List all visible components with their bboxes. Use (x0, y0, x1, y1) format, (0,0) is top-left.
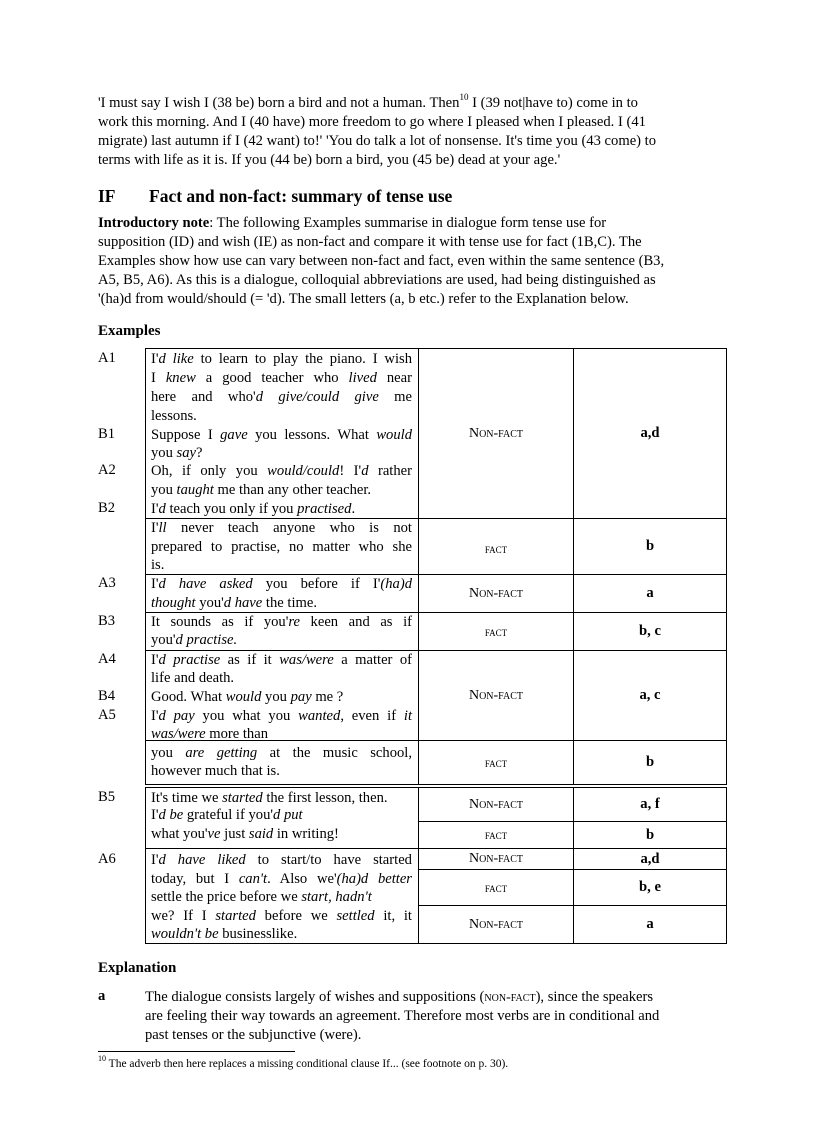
row-label-a5: A5 (98, 707, 116, 723)
row-label-b5: B5 (98, 789, 116, 805)
dialogue-line: you taught me than any other teacher. (151, 482, 372, 498)
dialogue-line: you are getting at the music school, (151, 745, 412, 761)
explanation-letters: a (646, 916, 654, 932)
dialogue-line: wouldn't be businesslike. (151, 926, 298, 942)
explanation-letters: a, c (639, 687, 661, 703)
dialogue-line: I'd teach you only if you practised. (151, 501, 356, 517)
explanation-letters: b, e (639, 879, 661, 895)
row-label-b1: B1 (98, 426, 116, 442)
dialogue-line: lessons. (151, 408, 197, 424)
row-label-b3: B3 (98, 613, 116, 629)
dialogue-line: I'd practise as if it was/were a matter of (151, 652, 412, 668)
dialogue-line: I'd have liked to start/to have started (151, 852, 412, 868)
dialogue-line: what you've just said in writing! (151, 826, 339, 842)
dialogue-line: Oh, if only you would/could! I'd rather (151, 463, 412, 479)
dialogue-line: prepared to practise, no matter who she (151, 539, 412, 555)
category-fact: fact (484, 623, 508, 639)
row-label-a3: A3 (98, 575, 116, 591)
row-label-b2: B2 (98, 500, 116, 516)
dialogue-line: thought you'd have the time. (151, 595, 317, 611)
section-number: IF (98, 186, 116, 206)
section-heading (98, 186, 452, 207)
footnote-number: 10 (98, 1054, 106, 1064)
dialogue-line: It sounds as if you're keen and as if (151, 614, 412, 630)
introductory-note: Introductory note: The following Examples summarise in dialogue form tense use for supposition (ID) and wish (IE) as non-fact and compare it with tense use for fact (1B,C). The Examples show how use can vary between non-fact and fact, even within the same sentence (B3, A5, B5, A6). As this is a dialogue, colloquial abbreviations are used, had being distinguished as '(ha)d from would/should (= 'd). The small letters (a, b etc.) refer to the Explanation below. (98, 215, 665, 307)
row-label-a2: A2 (98, 462, 116, 478)
category-fact: fact (484, 754, 508, 770)
intro-paragraph: 'I must say I wish I (38 be) born a bird and not a human. Then$^{10}$ I (39 not|have to) come in to work this morning. And I (40 have) more freedom to go where I pleased when I pleased. I (41 migrate) last autumn if I (42 want) to!' 'You do talk a lot of nonsense. It's time you (43 come) to terms with life as it is. If you (44 be) born a bird, you (45 be) dead at your age.' (98, 92, 657, 168)
explanation-letters: b, c (639, 623, 661, 639)
explanation-letters: a,d (640, 425, 660, 441)
explanation-letters: a,d (640, 850, 660, 867)
dialogue-line: Suppose I gave you lessons. What would (151, 427, 413, 443)
category-nonfact: Non-fact (468, 425, 524, 441)
dialogue-line: life and death. (151, 670, 235, 686)
explanation-letters: b (645, 754, 655, 770)
category-nonfact: Non-fact (468, 796, 524, 812)
explanation-letters: b (645, 826, 655, 843)
row-label-a1: A1 (98, 350, 116, 366)
category-fact: fact (484, 827, 508, 842)
explanation-item-a: The dialogue consists largely of wishes and suppositions (non-fact), since the speakers are feeling their way towards an agreement. Therefore most verbs are in conditional and past tenses or the subjunctive (were). (145, 989, 660, 1043)
dialogue-line: Good. What would you pay me ? (151, 689, 344, 705)
note-label: Introductory note (98, 215, 210, 231)
dialogue-line: however much that is. (151, 763, 280, 779)
category-nonfact: Non-fact (468, 916, 524, 932)
category-fact: fact (484, 879, 508, 895)
dialogue-line: is. (151, 557, 165, 573)
examples-heading: Examples (98, 323, 161, 339)
row-label-a6: A6 (98, 851, 116, 867)
dialogue-line: you'd practise. (151, 632, 238, 648)
row-label-a4: A4 (98, 651, 116, 667)
dialogue-line: we? If I started before we settled it, it (151, 908, 412, 924)
dialogue-line: I'll never teach anyone who is not (151, 520, 412, 536)
dialogue-line: I'd like to learn to play the piano. I wish (151, 351, 412, 367)
dialogue-line: today, but I can't. Also we'(ha)d better (151, 871, 412, 887)
footnote-rule (98, 1051, 295, 1052)
dialogue-line: I'd have asked you before if I'(ha)d (151, 576, 412, 592)
footnote-ref: 10 (459, 92, 469, 103)
explanation-letters: b (645, 538, 655, 554)
category-nonfact: Non-fact (468, 687, 524, 703)
explanation-letters: a (646, 585, 654, 601)
dialogue-line: I'd pay you what you wanted, even if it (151, 708, 412, 724)
footnote: $^{10}$ The adverb then here replaces a missing conditional clause If... (see footnote on p. 30). (98, 1054, 509, 1070)
explanation-letters: a, f (640, 796, 660, 812)
dialogue-line: I'd be grateful if you'd put (151, 807, 303, 823)
dialogue-line: here and who'd give/could give me (151, 389, 413, 405)
dialogue-line: It's time we started the first lesson, then. (151, 790, 388, 806)
category-fact: fact (484, 540, 508, 556)
explanation-heading: Explanation (98, 960, 177, 976)
dialogue-line: was/were more than (151, 726, 269, 742)
dialogue-line: settle the price before we start, hadn't (151, 889, 372, 905)
dialogue-line: I knew a good teacher who lived near (151, 370, 412, 386)
section-title: Fact and non-fact: summary of tense use (149, 186, 453, 206)
dialogue-line: you say? (151, 445, 203, 461)
explanation-item-label: a (98, 988, 106, 1004)
category-nonfact: Non-fact (468, 585, 524, 601)
row-label-b4: B4 (98, 688, 116, 704)
category-nonfact: Non-fact (468, 851, 524, 866)
